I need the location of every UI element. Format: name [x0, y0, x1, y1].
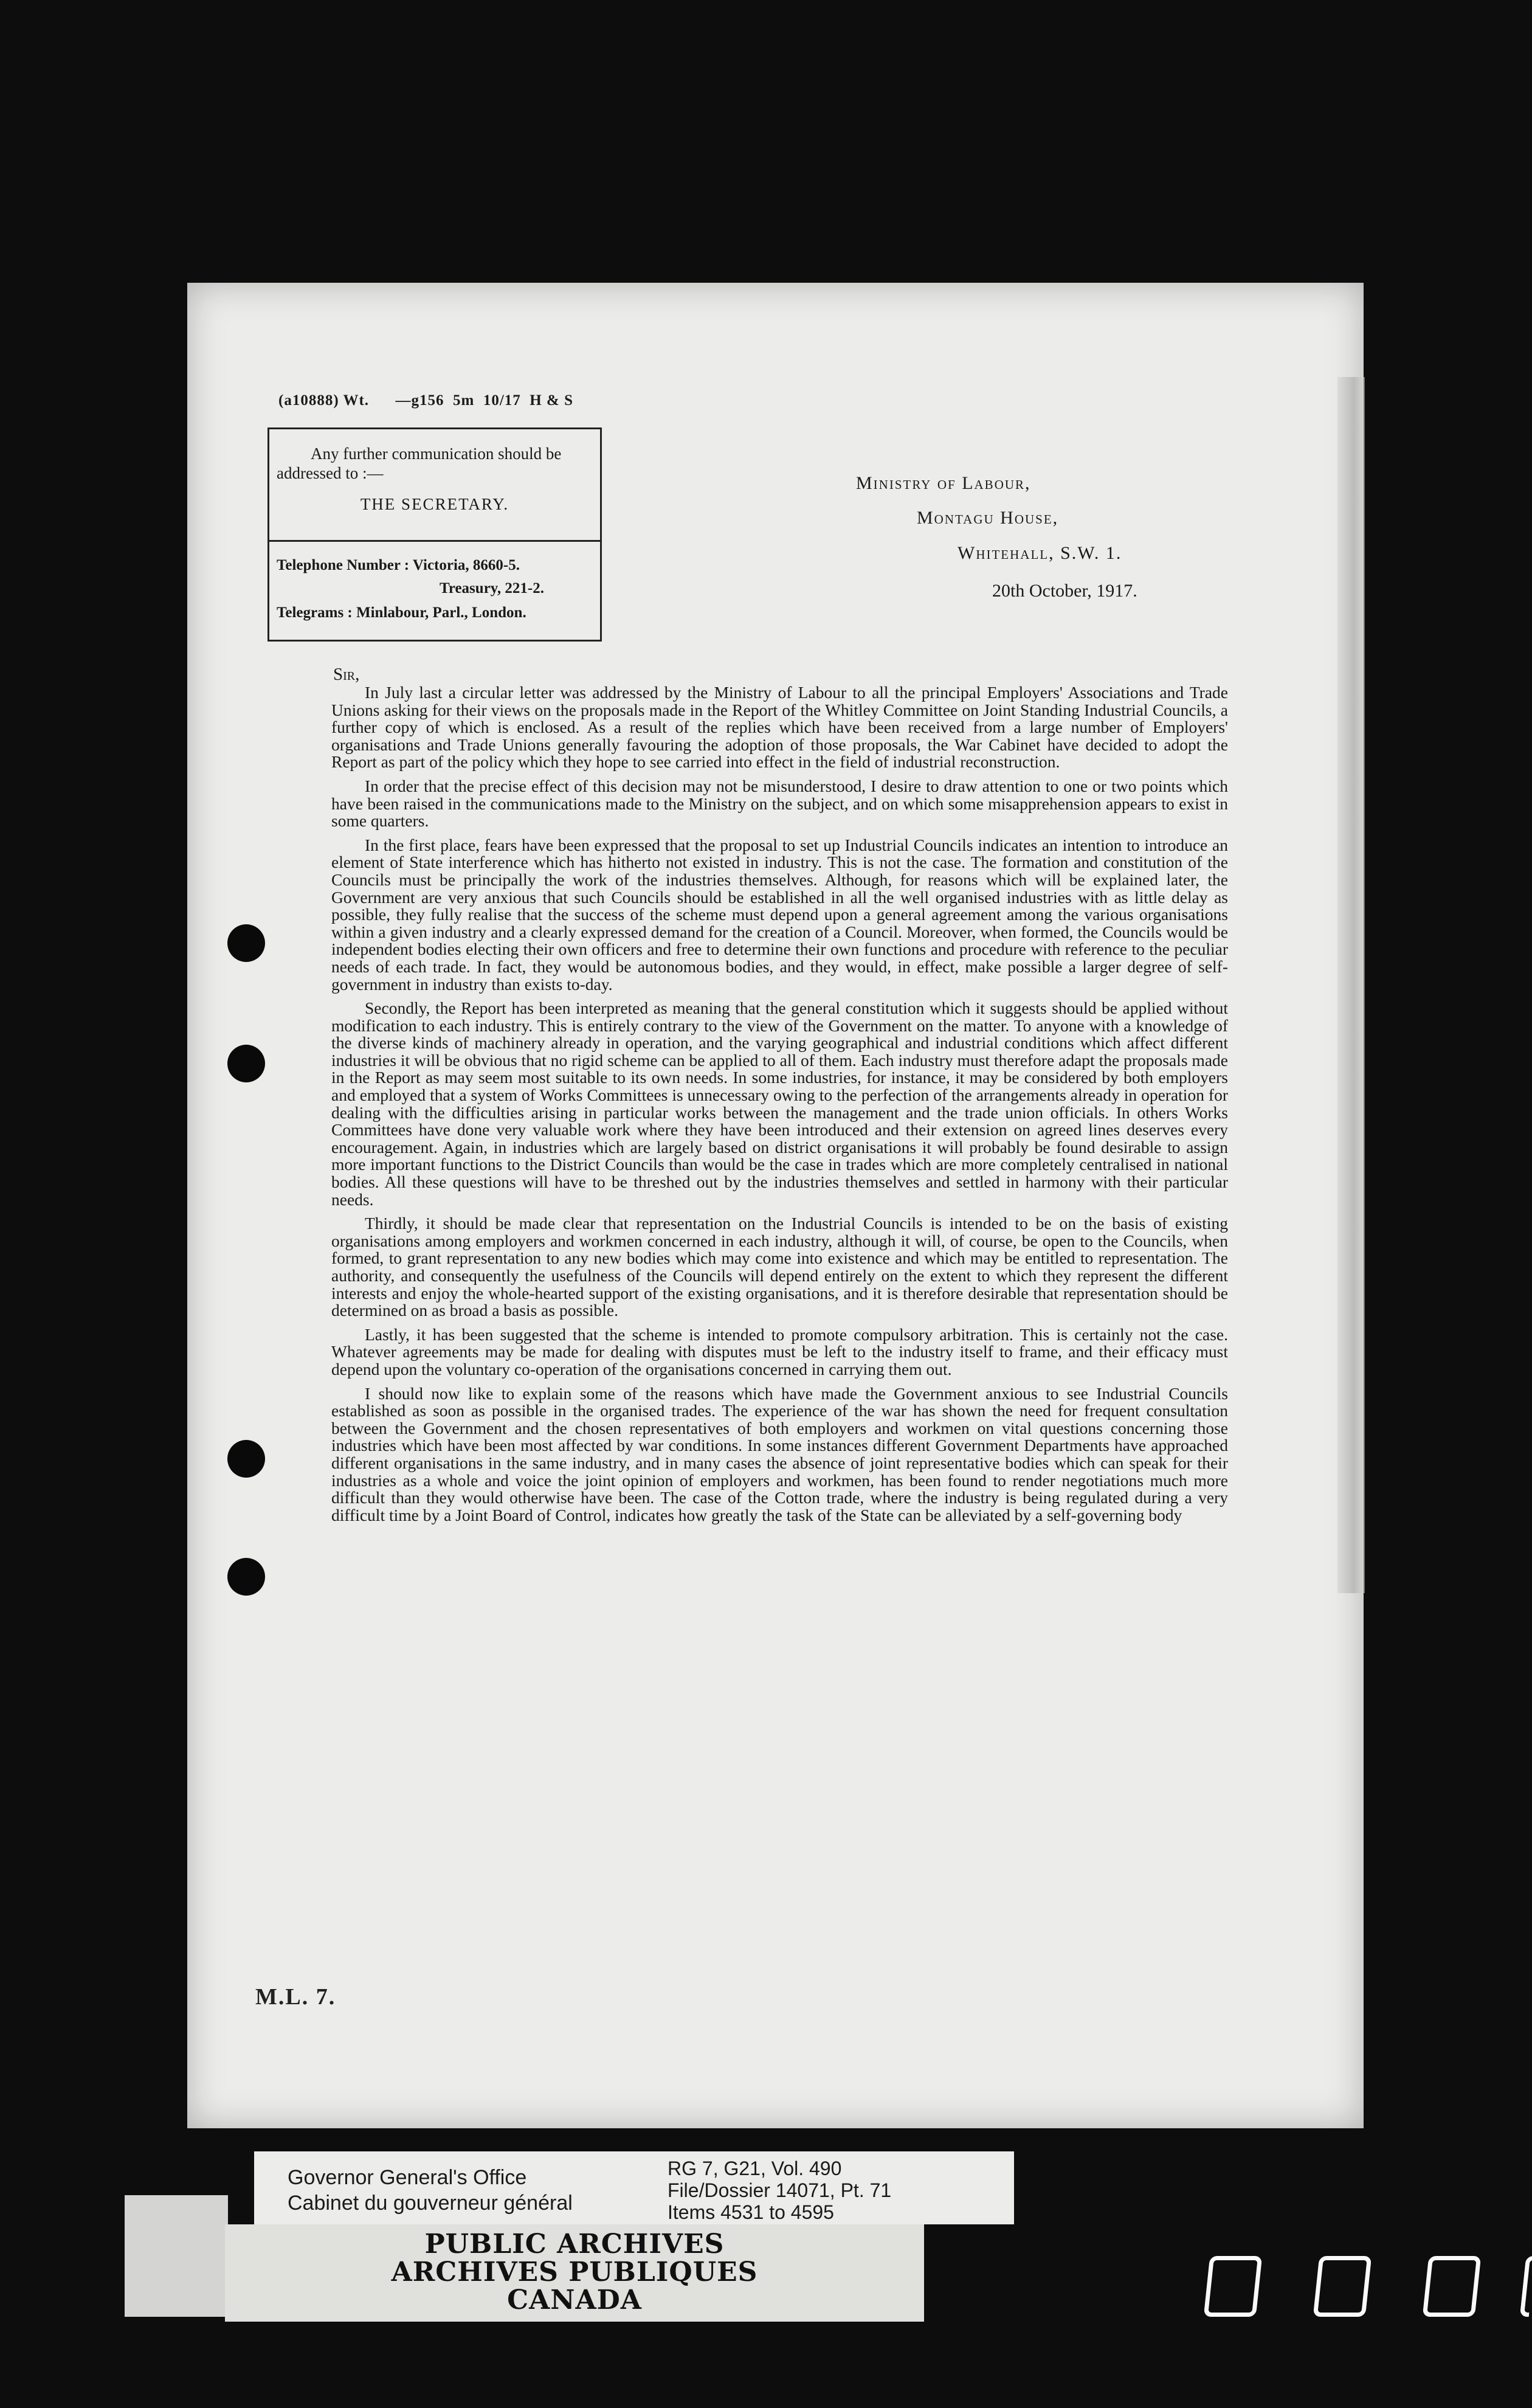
- paragraph-7: I should now like to explain some of the reasons which have made the Government anxious to see Industrial Councils established as soon as possible in the organised trades. The experience of the war has shown the need for frequent consultation between the Government and the chosen representatives of both employers and workmen on vital questions concerning those industries which have been most affected by war conditions. In some instances different Government Departments have approached different organisations in the same industry, and in many cases the absence of joint representative bodies which can speak for their industries as a whole and voice the joint opinion of employers and workmen, has been found to render negotiations much more difficult than they would otherwise have been. The case of the Cotton trade, where the industry is being regulated during a very difficult time by a Joint Board of Control, indicates how greatly the task of the State can be alleviated by a self-governing body: [331, 1383, 1228, 1524]
- contact-secretary: THE SECRETARY.: [360, 495, 509, 513]
- frame-counter-digit-3: [1423, 2256, 1482, 2317]
- contact-box: [267, 427, 602, 642]
- paragraph-4: Secondly, the Report has been interpreted as meaning that the general constitution which it suggests should be applied without modification to each industry. This is entirely contrary to the view of the Government on the matter. To anyone with a knowledge of the diverse kinds of machinery already in operation, and the varying geographical and industrial conditions which affect different industries it will be obvious that no rigid scheme can be applied to all of them. Each industry must therefore adapt the proposals made in the Report as may seem most suitable to its own needs. In some industries, for instance, it may be considered by both employers and employed that a system of Works Committees is unnecessary owing to the perfection of the arrangements already in operation for dealing with the difficulties arising in particular works between the management and the trade union officials. In others Works Committees have done very valuable work where they have been introduced and their extension on agreed lines deserves every encouragement. Again, in industries which are largely based on district organisations it will probably be found desirable to assign more important functions to the District Councils than would be the case in trades which are more completely centralised in national bodies. All these questions will have to be threshed out by the industries themselves and settled in harmony with their particular needs.: [331, 998, 1228, 1209]
- punch-hole-2: [227, 1045, 265, 1082]
- office-french: Cabinet du gouverneur général: [288, 2192, 573, 2215]
- frame-counter-digit-1: [1204, 2256, 1263, 2317]
- punch-hole-4: [227, 1558, 265, 1596]
- paragraph-3: In the first place, fears have been expressed that the proposal to set up Industrial Councils indicates an intention to introduce an element of State interference which has hitherto not existed in industry. This is not the case. The formation and constitution of the Councils must be principally the work of the industries themselves. Although, for reasons which will be explained later, the Government are very anxious that such Councils should be established in all the well organised industries with as little delay as possible, they fully realise that the success of the scheme must depend upon a general agreement among the various organisations within a given industry and a clearly expressed demand for the creation of a Council. Moreover, when formed, the Councils would be independent bodies electing their own officers and free to determine their own functions and procedure with reference to the peculiar needs of each trade. In fact, they would be autonomous bodies, and they would, in effect, make possible a larger degree of self-government in industry than exists to-day.: [331, 835, 1228, 994]
- stamp-line-1: PUBLIC ARCHIVES: [424, 2229, 725, 2260]
- address-ministry: Ministry of Labour,: [856, 473, 1031, 493]
- archive-office: [288, 2165, 573, 2216]
- printer-code: (a10888) Wt. —g156 5m 10/17 H & S: [278, 392, 573, 409]
- paragraph-2: In order that the precise effect of this decision may not be misunderstood, I desire to draw attention to one or two points which have been raised in the communications made to the Ministry on the subject, and on which some misapprehension appears to exist in some quarters.: [331, 776, 1228, 831]
- contact-addressed-to: addressed to :—: [277, 464, 384, 482]
- stamp-line-3: CANADA: [507, 2285, 642, 2316]
- stamp-line-2: ARCHIVES PUBLIQUES: [391, 2257, 758, 2288]
- file-number: File/Dossier 14071, Pt. 71: [668, 2179, 892, 2201]
- archives-stamp: [225, 2224, 924, 2322]
- letter-date: 20th October, 1917.: [992, 581, 1137, 601]
- office-english: Governor General's Office: [288, 2166, 527, 2189]
- address-street: Whitehall, S.W. 1.: [957, 543, 1122, 563]
- punch-hole-3: [227, 1440, 265, 1478]
- record-group: RG 7, G21, Vol. 490: [668, 2157, 842, 2179]
- paragraph-1: In July last a circular letter was addressed by the Ministry of Labour to all the principal Employers' Associations and Trade Unions asking for their views on the proposals made in the Report of the Whitley Committee on Joint Standing Industrial Councils, a further copy of which is enclosed. As a result of the replies which have been received from a large number of Employers' organisations and Trade Unions generally favouring the adoption of those proposals, the War Cabinet have decided to adopt the Report as part of the policy which they hope to see carried into effect in the field of industrial reconstruction.: [331, 683, 1228, 772]
- telegram-address: Telegrams : Minlabour, Parl., London.: [277, 604, 526, 621]
- address-house: Montagu House,: [917, 508, 1059, 528]
- frame-counter-digit-2: [1313, 2256, 1372, 2317]
- telephone-number: Telephone Number : Victoria, 8660-5.: [277, 557, 520, 573]
- frame-counter-digit-4: [1520, 2256, 1532, 2317]
- telephone-treasury: Treasury, 221-2.: [440, 580, 544, 597]
- paragraph-5: Thirdly, it should be made clear that representation on the Industrial Councils is intended to be on the basis of existing organisations among employers and workmen concerned in each industry, although it will, of course, be open to the Councils, when formed, to grant representation to any new bodies which may come into existence and which may be entitled to representation. The authority, and consequently the usefulness of the Councils will depend entirely on the extent to which they represent the different interests and enjoy the whole-hearted support of the existing organisations, and it is therefore desirable that representation should be determined on as broad a basis as possible.: [331, 1214, 1228, 1320]
- contact-instruction: Any further communication should be: [311, 445, 562, 463]
- contact-divider: [269, 540, 600, 542]
- paragraph-6: Lastly, it has been suggested that the scheme is intended to promote compulsory arbitration. This is certainly not the case. Whatever agreements may be made for dealing with disputes must be left to the industry itself to frame, and their efficacy must depend upon the voluntary co-operation of the organisations concerned in carrying them out.: [331, 1324, 1228, 1379]
- item-range: Items 4531 to 4595: [668, 2201, 834, 2223]
- page-fold-shadow: [1337, 377, 1365, 1593]
- punch-hole-1: [227, 924, 265, 962]
- salutation: Sir,: [333, 665, 360, 684]
- archive-label: [254, 2151, 1014, 2224]
- label-shadow: [125, 2195, 228, 2317]
- letter-body: [331, 684, 1228, 1531]
- form-number: M.L. 7.: [255, 1984, 336, 2010]
- archive-reference: [668, 2157, 891, 2223]
